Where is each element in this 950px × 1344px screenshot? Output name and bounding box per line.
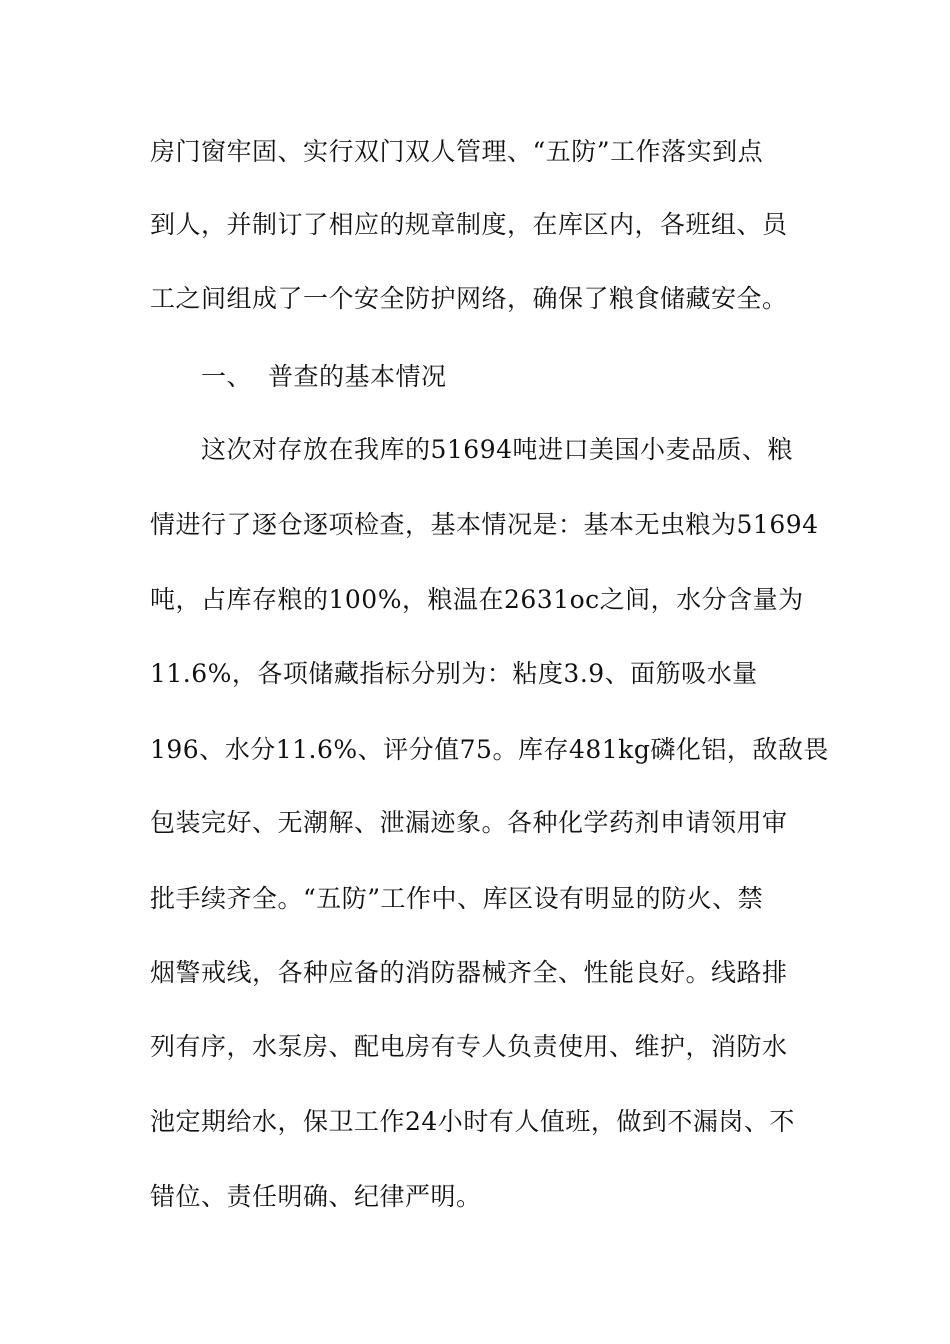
paragraph-line: 到人，并制订了相应的规章制度，在库区内，各班组、员 [150, 210, 788, 239]
paragraph-line: 11.6%，各项储藏指标分别为：粘度3.9、面筋吸水量 [150, 659, 758, 688]
paragraph-line: 错位、责任明确、纪律严明。 [150, 1182, 482, 1211]
section-title: 普查的基本情况 [268, 362, 447, 391]
paragraph-line: 情进行了逐仓逐项检查，基本情况是：基本无虫粮为51694 [150, 510, 819, 539]
paragraph-line: 工之间组成了一个安全防护网络，确保了粮食储藏安全。 [150, 284, 788, 313]
paragraph-line: 这次对存放在我库的51694吨进口美国小麦品质、粮 [201, 435, 794, 464]
paragraph-line: 列有序，水泵房、配电房有专人负责使用、维护，消防水 [150, 1032, 788, 1061]
section-number: 一、 [201, 362, 253, 391]
paragraph-line: 烟警戒线，各种应备的消防器械齐全、性能良好。线路排 [150, 958, 788, 987]
paragraph-line: 包装完好、无潮解、泄漏迹象。各种化学药剂申请领用审 [150, 808, 788, 837]
paragraph-line: 批手续齐全。“五防”工作中、库区设有明显的防火、禁 [150, 884, 764, 913]
paragraph-line: 池定期给水，保卫工作24小时有人值班，做到不漏岗、不 [150, 1107, 795, 1136]
paragraph-line: 房门窗牢固、实行双门双人管理、“五防”工作落实到点 [150, 137, 764, 166]
paragraph-line: 196、水分11.6%、评分值75。库存481kg磷化铝，敌敌畏 [150, 735, 829, 764]
paragraph-line: 吨，占库存粮的100%，粮温在2631oc之间，水分含量为 [150, 585, 804, 614]
